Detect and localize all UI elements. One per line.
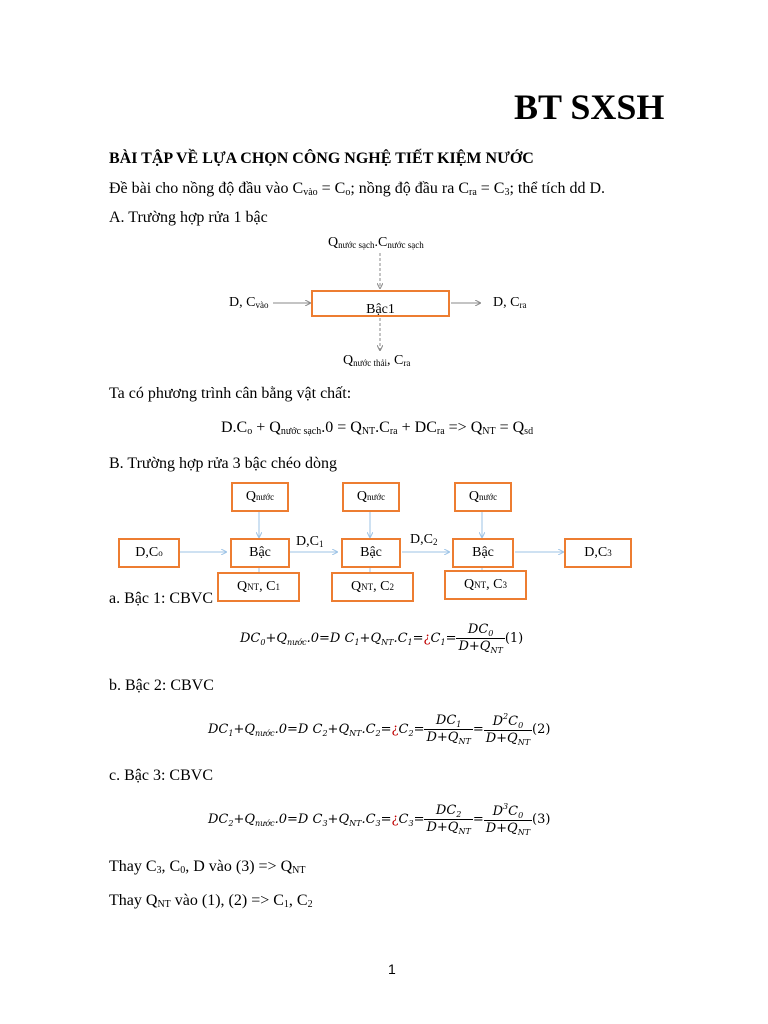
d2-water-box-1: Q nước: [231, 482, 289, 512]
case-a-heading: A. Trường hợp rửa 1 bậc: [109, 209, 268, 226]
d2-waste-box-2: Q NT , C 2: [331, 572, 414, 602]
balance-intro: Ta có phương trình cân bằng vật chất:: [109, 385, 352, 402]
step-c-label: c. Bậc 3: CBVC: [109, 767, 213, 784]
d2-waste-box-3: Q NT , C 3: [444, 570, 527, 600]
d1-left-label: D, Cvào: [229, 295, 269, 310]
d2-stage-1: Bậc: [230, 538, 290, 568]
page-number: 1: [388, 961, 396, 977]
intro-paragraph: Đề bài cho nồng độ đầu vào $C_{vào} = C_o$; nồng độ đầu ra $C_{ra} = C_3$; thể tích dd D.: [109, 180, 606, 198]
d2-flow-label-1: D,C1: [296, 534, 324, 549]
balance-equation: $D.C_o + Q_{nước sạch}.0 = Q_{NT}.C_{ra} + DC_{ra} => Q_{NT} = Q_{sd}$: [221, 419, 534, 437]
d2-water-box-3: Q nước: [454, 482, 512, 512]
document-title: BT SXSH: [514, 87, 665, 127]
final-line-1: Thay $C_3$, $C_0$, D vào $(3) => Q_{NT}$: [109, 858, 306, 876]
d2-input-box: D,C o: [118, 538, 180, 568]
section-heading: BÀI TẬP VỀ LỰA CHỌN CÔNG NGHỆ TIẾT KIỆM NƯỚC: [109, 150, 534, 167]
d1-right-label: D, Cra: [493, 295, 527, 310]
d2-water-box-2: Q nước: [342, 482, 400, 512]
d1-top-label: Qnước sạch.Cnước sạch: [328, 235, 424, 250]
d2-stage-3: Bậc: [452, 538, 514, 568]
d2-waste-box-1: Q NT , C 1: [217, 572, 300, 602]
d2-stage-2: Bậc: [341, 538, 401, 568]
final-line-2: Thay $Q_{NT}$ vào (1), $(2) => C_1$, $C_2$: [109, 892, 313, 910]
d1-stage-box: Bậc1: [311, 290, 450, 317]
d2-flow-label-2: D,C2: [410, 532, 438, 547]
equation-1: $DC_0+Q_{nước}.0=D$ $C_1+Q_{NT}.C_1=¿C_1=$ $\frac{DC_0}{D+Q_{NT}}$ (1): [240, 622, 524, 655]
equation-2: $DC_1+Q_{nước}.0=D$ $C_2+Q_{NT}.C_2=¿C_2=$ $\frac{DC_1}{D+Q_{NT}}$ = $\frac{D^2C_0}{D+Q_{NT}}$ (2): [208, 712, 551, 747]
case-b-heading: B. Trường hợp rửa 3 bậc chéo dòng: [109, 455, 338, 472]
d1-bottom-label: Qnước thải, Cra: [343, 353, 411, 368]
step-a-label: a. Bậc 1: CBVC: [109, 590, 213, 607]
step-b-label: b. Bậc 2: CBVC: [109, 677, 214, 694]
equation-3: $DC_2+Q_{nước}.0=D$ $C_3+Q_{NT}.C_3=¿C_3=$ $\frac{DC_2}{D+Q_{NT}}$ = $\frac{D^3C_0}{D+Q_{NT}}$ (3): [208, 802, 551, 837]
d2-output-box: D,C 3: [564, 538, 632, 568]
